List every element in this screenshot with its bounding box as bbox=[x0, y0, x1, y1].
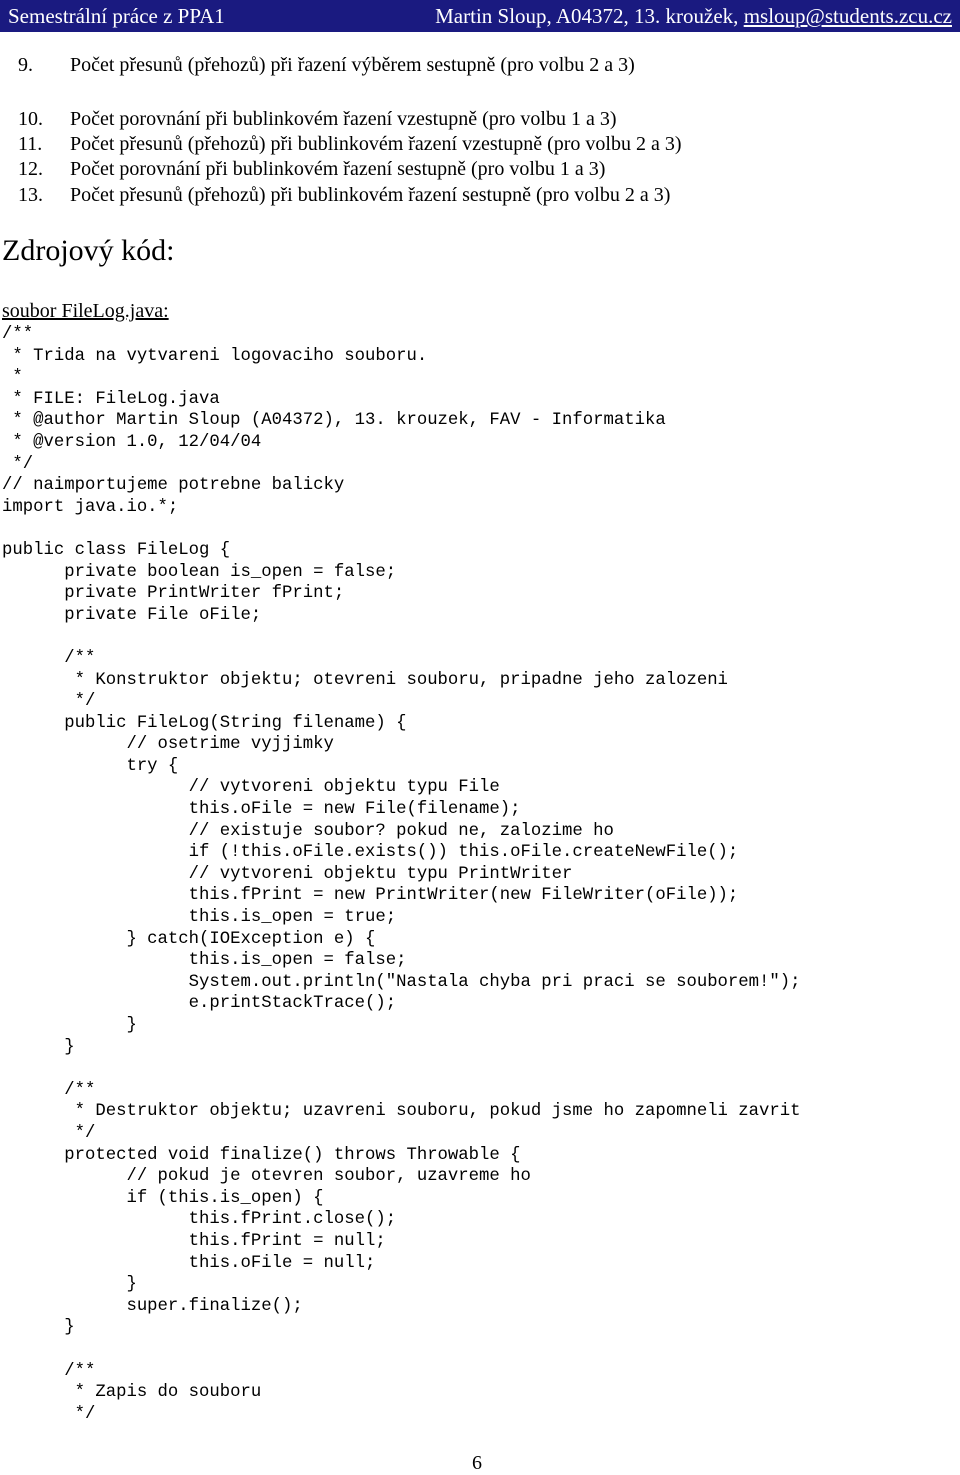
author-info bbox=[435, 0, 952, 32]
section-heading: Zdrojový kód: bbox=[2, 234, 175, 267]
list-item-number: 12. bbox=[18, 158, 43, 180]
list-item-number: 13. bbox=[18, 184, 43, 206]
course-title: Semestrální práce z PPA1 bbox=[8, 4, 225, 28]
list-item-number: 11. bbox=[18, 133, 43, 155]
list-item-text: Počet přesunů (přehozů) při řazení výběrem sestupně (pro volbu 2 a 3) bbox=[70, 54, 635, 76]
page-number: 6 bbox=[472, 1452, 482, 1474]
list-item-text: Počet přesunů (přehozů) při bublinkovém řazení sestupně (pro volbu 2 a 3) bbox=[70, 184, 671, 206]
list-item-number: 10. bbox=[18, 108, 43, 130]
list-item-text: Počet přesunů (přehozů) při bublinkovém řazení vzestupně (pro volbu 2 a 3) bbox=[70, 133, 682, 155]
page-header bbox=[0, 0, 960, 32]
author-name: Martin Sloup, A04372, 13. kroužek, bbox=[435, 4, 744, 28]
author-email-link[interactable]: msloup@students.zcu.cz bbox=[743, 4, 952, 28]
source-code-block: /** * Trida na vytvareni logovaciho souboru. * * FILE: FileLog.java * @author Martin Sloup (A04372), 13. krouzek, FAV - Informatika * @version 1.0, 12/04/04 */ // naimportujeme potrebne balicky import java.io.*; public class FileLog { private boolean is_open = false; private PrintWriter fPrint; private File oFile; /** * Konstruktor objektu; otevreni souboru, pripadne jeho zalozeni */ public FileLog(String filename) { // osetrime vyjjimky try { // vytvoreni objektu typu File this.oFile = new File(filename); // existuje soubor? pokud ne, zalozime ho if (!this.oFile.exists()) this.oFile.createNewFile(); // vytvoreni objektu typu PrintWriter this.fPrint = new PrintWriter(new FileWriter(oFile)); this.is_open = true; } catch(IOException e) { this.is_open = false; System.out.println("Nastala chyba pri praci se souborem!"); e.printStackTrace(); } } /** * Destruktor objektu; uzavreni souboru, pokud jsme ho zapomneli zavrit */ protected void finalize() throws Throwable { // pokud je otevren soubor, uzavreme ho if (this.is_open) { this.fPrint.close(); this.fPrint = null; this.oFile = null; } super.finalize(); } /** * Zapis do souboru */ bbox=[2, 325, 801, 1424]
list-item-number: 9. bbox=[18, 54, 33, 76]
file-label: soubor FileLog.java: bbox=[2, 300, 169, 322]
list-item-text: Počet porovnání při bublinkovém řazení sestupně (pro volbu 1 a 3) bbox=[70, 158, 606, 180]
list-item-text: Počet porovnání při bublinkovém řazení vzestupně (pro volbu 1 a 3) bbox=[70, 108, 617, 130]
